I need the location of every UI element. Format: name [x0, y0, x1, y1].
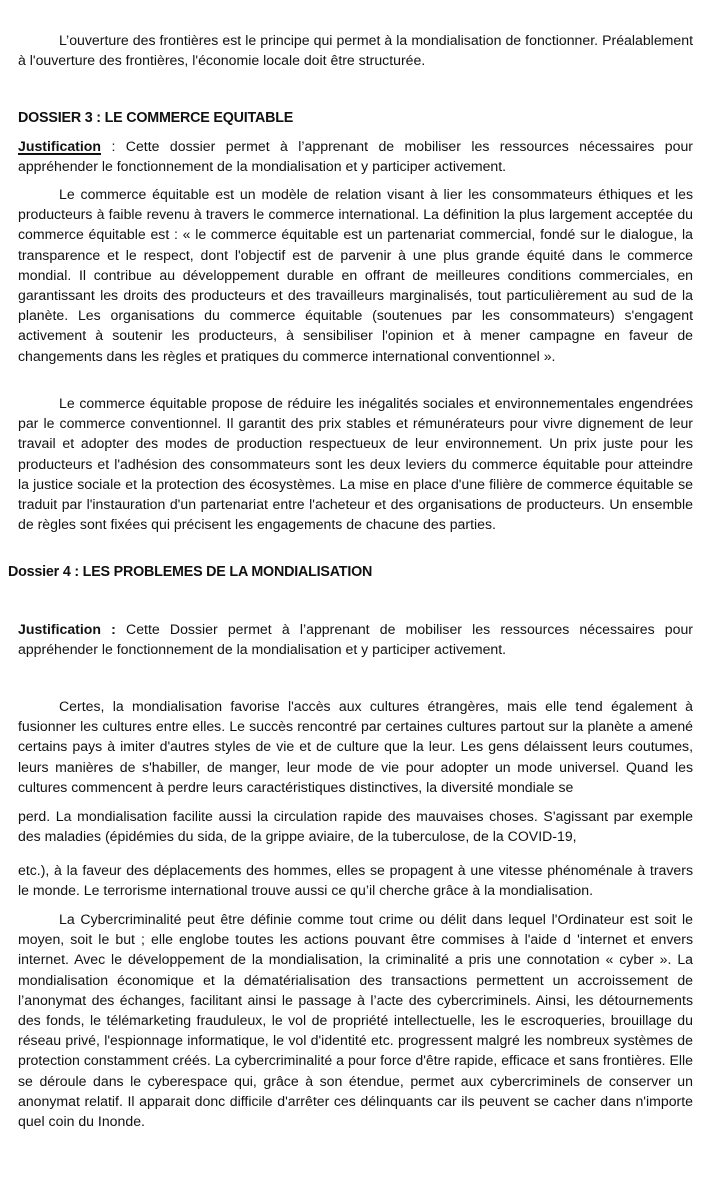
- dossier3-justification-text: : Cette dossier permet à l’apprenant de mobiliser les ressources nécessaires pour appréhender le fonctionnement de la mondialisation et y participer activement.: [18, 138, 693, 175]
- dossier4-paragraph-2: La Cybercriminalité peut être définie comme tout crime ou délit dans lequel l'Ordinateur est soit le moyen, soit le but ; elle englobe toutes les actions pouvant être commises à l'aide d 'internet et envers internet. Avec le développement de la mondialisation, la criminalité a pris une connotation « cyber ». La mondialisation économique et la dématérialisation des transactions permettent un accroissement de l’anonymat des échanges, facilitant ainsi le passage à l’acte des cybercriminels. Ainsi, les détournements des fonds, le télémarketing frauduleux, le vol de propriété intellectuelle, les le escroqueries, brouillage du réseau privé, l'espionnage informatique, le vol d'identité etc. progressent malgré les nombreux systèmes de protection constamment créés. La cybercriminalité a pour force d'être rapide, efficace et sans frontières. Elle se déroule dans le cyberespace qui, grâce à son étendue, permet aux cybercriminels de conserver un anonymat relatif. Il apparait donc difficile d'arrêter ces délinquants car ils peuvent se cacher dans n'importe quel coin du Inonde.: [18, 911, 693, 1130]
- dossier4-paragraph-1-end: etc.), à la faveur des déplacements des hommes, elles se propagent à une vitesse phénoménale à travers le monde. Le terrorisme international trouve aussi ce qu’il cherche grâce à la mondialisation.: [18, 862, 693, 899]
- dossier3-heading: DOSSIER 3 : LE COMMERCE EQUITABLE: [18, 110, 294, 126]
- dossier3-justification-label: Justification: [18, 138, 102, 154]
- dossier4-heading: Dossier 4 : LES PROBLEMES DE LA MONDIALISATION: [8, 564, 373, 580]
- dossier4-justification: [18, 619, 693, 659]
- dossier3-justification: [18, 136, 693, 176]
- dossier3-paragraph-1: Le commerce équitable est un modèle de relation visant à lier les consommateurs éthiques et les producteurs à faible revenu à travers le commerce international. La définition la plus largement acceptée du commerce équitable est : « le commerce équitable est un partenariat commercial, fondé sur le dialogue, la transparence et le respect, dont l'objectif est de parvenir à une plus grande équité dans le commerce mondial. Il contribue au développement durable en offrant de meilleures conditions commerciales, en garantissant les droits des producteurs et des travailleurs marginalisés, tout particulièrement au sud de la planète. Les organisations du commerce équitable (soutenues par les consommateurs) s'engagent activement à soutenir les producteurs, à sensibiliser l'opinion et à mener campagne en faveur de changements dans les règles et pratiques du commerce international conventionnel ».: [18, 186, 693, 364]
- dossier4-paragraph-1: Certes, la mondialisation favorise l'accès aux cultures étrangères, mais elle tend également à fusionner les cultures entre elles. Le succès rencontré par certaines cultures partout sur la planète a amené certains pays à imiter d'autres styles de vie et de culture que la leur. Les gens délaissent leurs coutumes, leurs manières de s'habiller, de manger, leur mode de vie pour adopter un mode universel. Quand les cultures commencent à perdre leurs caractéristiques distinctives, la diversité mondiale se: [18, 698, 693, 795]
- dossier4-justification-label: Justification :: [18, 621, 116, 637]
- dossier4-paragraph-1-continued: perd. La mondialisation facilite aussi la circulation rapide des mauvaises choses. S'agissant par exemple des maladies (épidémies du sida, de la grippe aviaire, de la tuberculose, de la COVID-19,: [18, 808, 693, 845]
- dossier4-justification-text: Cette Dossier permet à l’apprenant de mobiliser les ressources nécessaires pour appréhender le fonctionnement de la mondialisation et y participer activement.: [18, 621, 693, 658]
- dossier3-paragraph-2: Le commerce équitable propose de réduire les inégalités sociales et environnementales engendrées par le commerce conventionnel. Il garantit des prix stables et rémunérateurs pour vivre dignement de leur travail et adopter des modes de production respectueux de leur environnement. Un prix juste pour les producteurs et l'adhésion des consommateurs sont les deux leviers du commerce équitable pour atteindre la justice sociale et la protection des écosystèmes. La mise en place d'une filière de commerce équitable se traduit par l'instauration d'un partenariat entre l'acheteur et des organisations de producteurs. Un ensemble de règles sont fixées qui précisent les engagements de chacune des parties.: [18, 395, 693, 533]
- intro-paragraph: L’ouverture des frontières est le principe qui permet à la mondialisation de fonctionner. Préalablement à l'ouverture des frontières, l'économie locale doit être structurée.: [18, 32, 693, 69]
